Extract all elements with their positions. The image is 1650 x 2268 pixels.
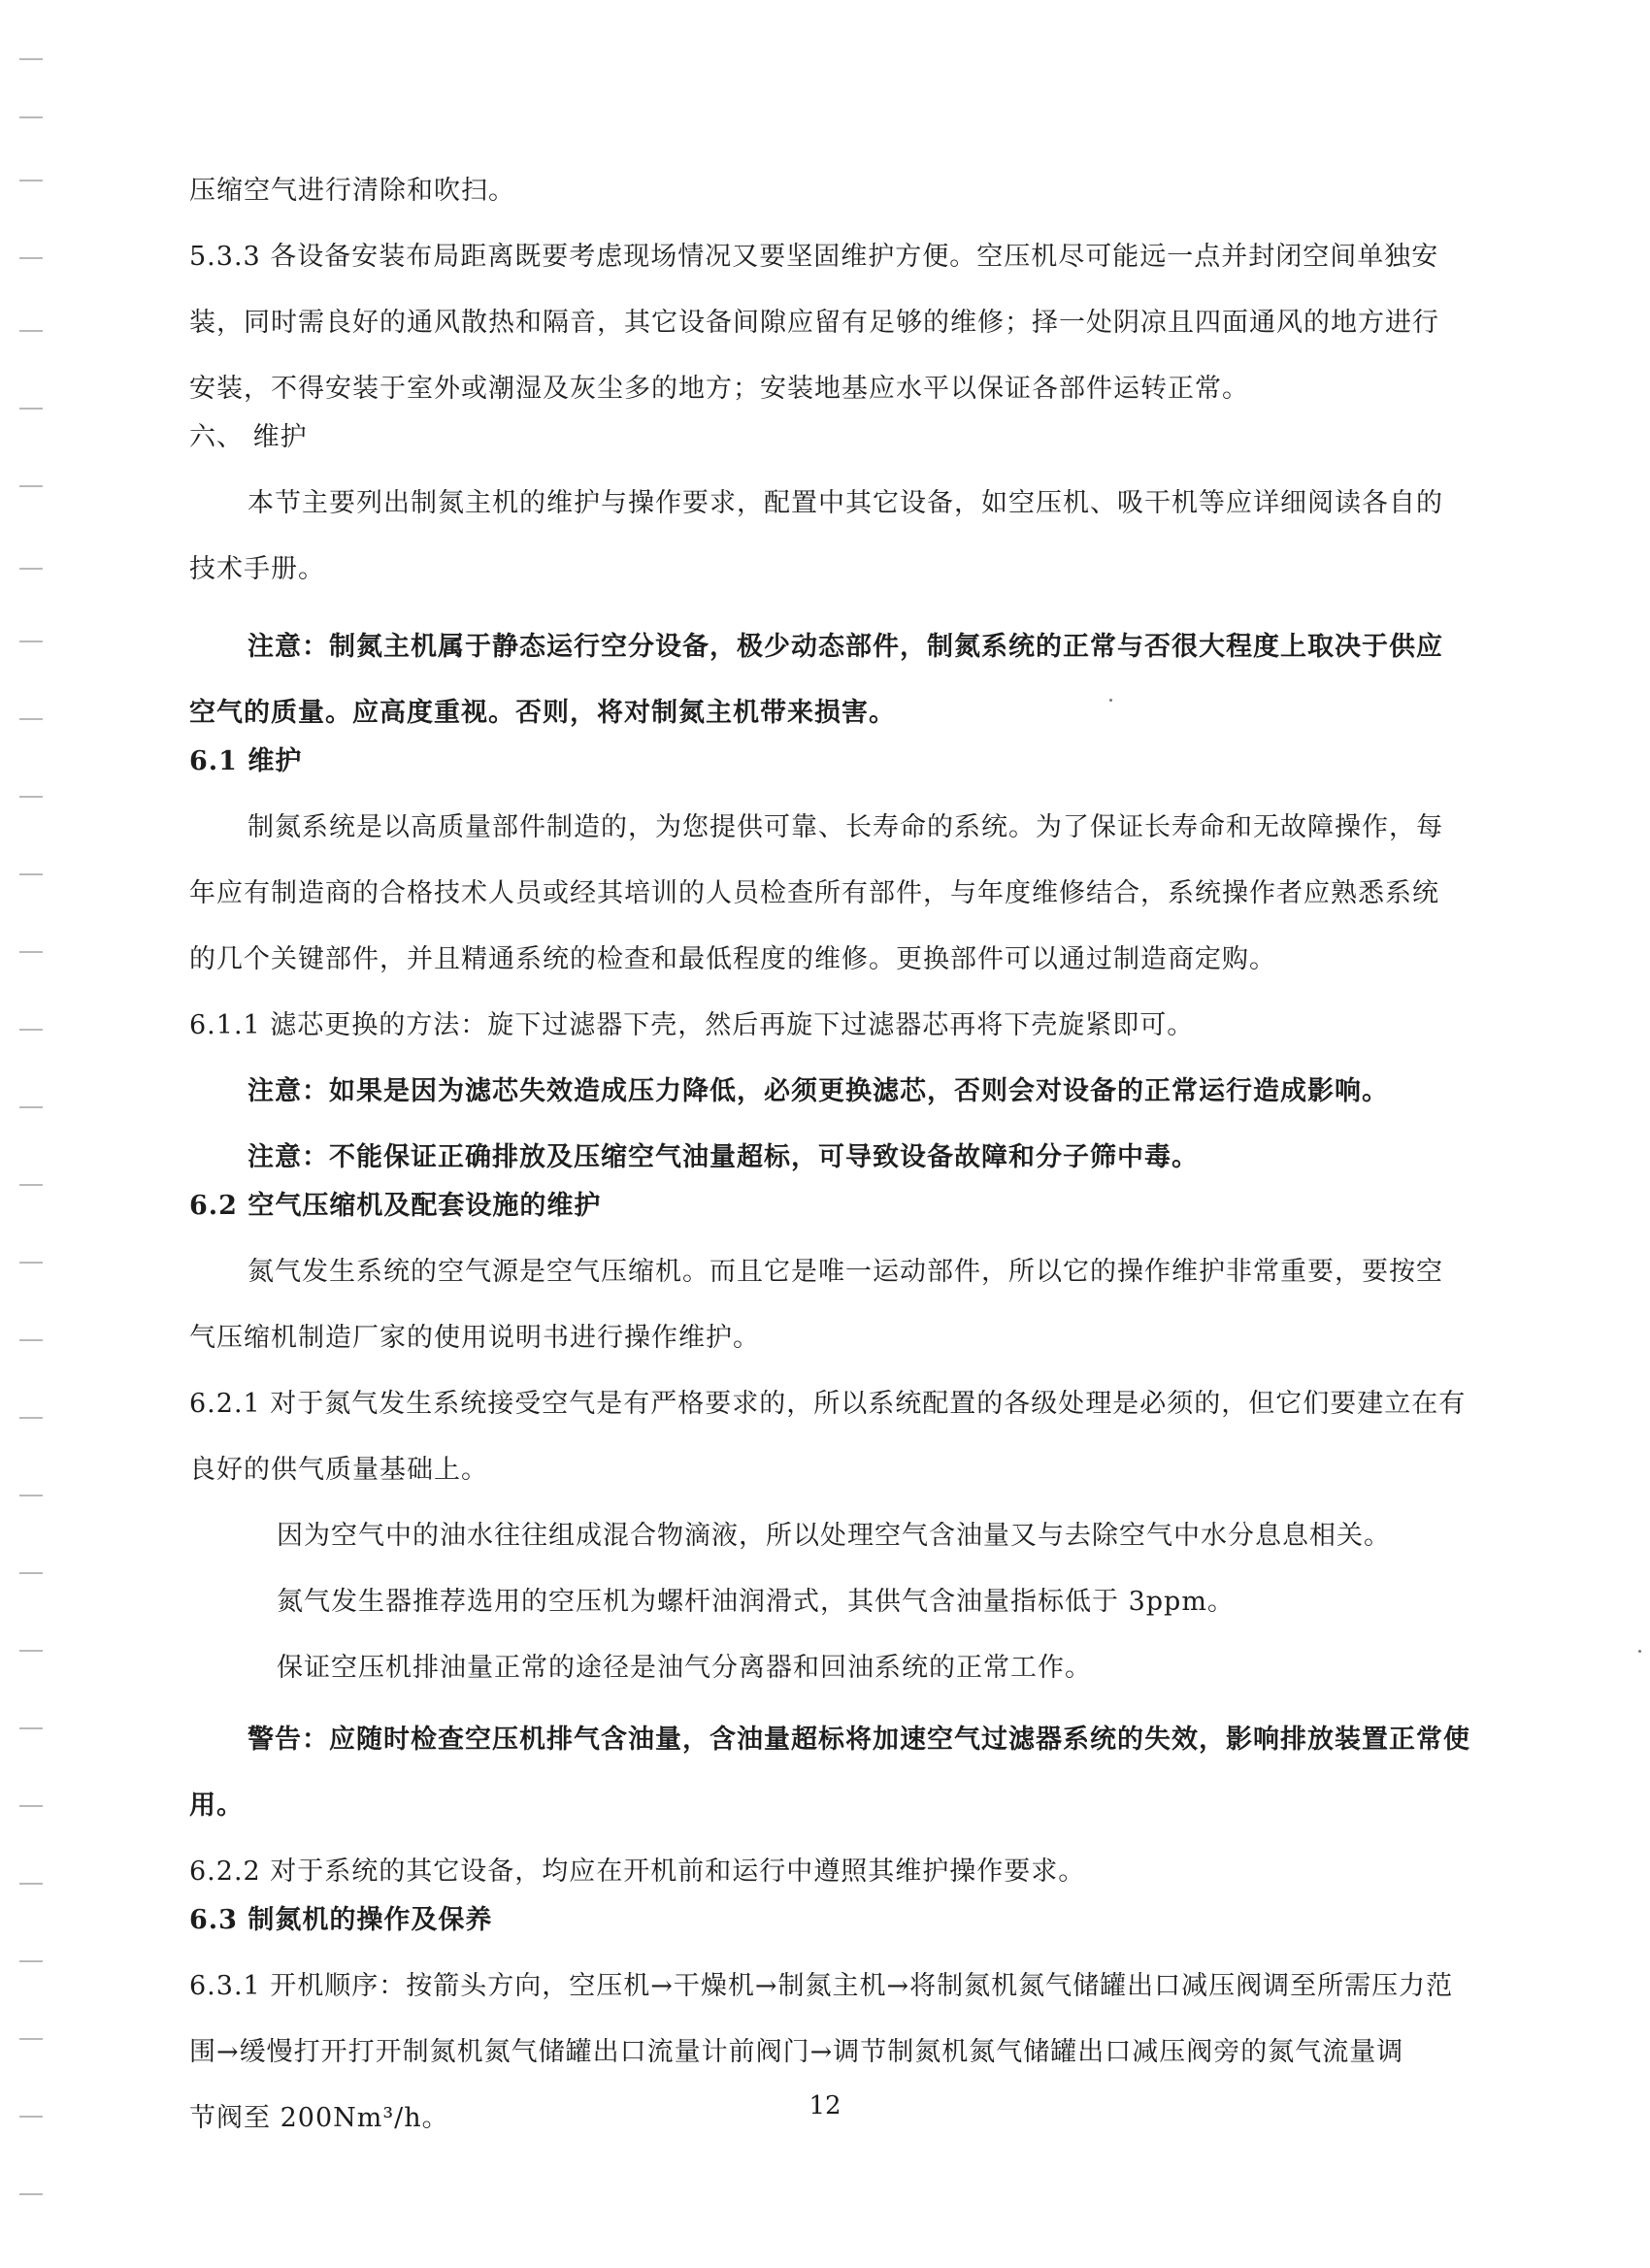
margin-mark [19, 1883, 43, 1885]
chapter-6-heading: 六、 维护 [189, 422, 308, 452]
warning-line: 警告：应随时检查空压机排气含油量，含油量超标将加速空气过滤器系统的失效，影响排放装置正常使 [248, 1725, 1470, 1755]
section-6-2-line: 氮气发生系统的空气源是空气压缩机。而且它是唯一运动部件，所以它的操作维护非常重要，要按空 [248, 1257, 1443, 1287]
margin-mark [19, 58, 43, 60]
margin-mark [19, 1262, 43, 1264]
margin-mark [19, 1727, 43, 1729]
section-6-1-line: 制氮系统是以高质量部件制造的，为您提供可靠、长寿命的系统。为了保证长寿命和无故障操作，每 [248, 812, 1443, 842]
section-6-2-heading: 6.2 空气压缩机及配套设施的维护 [189, 1191, 602, 1221]
section-6-2-2-line: 6.2.2 对于系统的其它设备，均应在开机前和运行中遵照其维护操作要求。 [189, 1857, 1086, 1887]
notice-line: 注意：制氮主机属于静态运行空分设备，极少动态部件，制氮系统的正常与否很大程度上取决于供应 [248, 632, 1443, 662]
section-6-1-1-line: 6.1.1 滤芯更换的方法：旋下过滤器下壳，然后再旋下过滤器芯再将下壳旋紧即可。 [189, 1010, 1195, 1040]
margin-mark [19, 568, 43, 570]
section-6-2-line: 气压缩机制造厂家的使用说明书进行操作维护。 [189, 1323, 760, 1353]
notice-line: 注意：不能保证正确排放及压缩空气油量超标，可导致设备故障和分子筛中毒。 [248, 1142, 1199, 1172]
section-6-3-1-line: 6.3.1 开机顺序：按箭头方向，空压机→干燥机→制氮主机→将制氮机氮气储罐出口减压阀调至所需压力范 [189, 1971, 1454, 2001]
margin-mark [19, 485, 43, 487]
margin-mark [19, 873, 43, 875]
section-6-1-line: 年应有制造商的合格技术人员或经其培训的人员检查所有部件，与年度维修结合，系统操作者应熟悉系统 [189, 878, 1439, 908]
margin-mark [19, 718, 43, 720]
intro-paragraph-line: 本节主要列出制氮主机的维护与操作要求，配置中其它设备，如空压机、吸干机等应详细阅读各自的 [248, 488, 1443, 518]
margin-mark [19, 1106, 43, 1108]
margin-mark [19, 1805, 43, 1807]
binding-margin-marks [0, 0, 58, 2268]
notice-line: 空气的质量。应高度重视。否则，将对制氮主机带来损害。 [189, 698, 896, 728]
margin-mark [19, 1650, 43, 1652]
section-6-1-heading: 6.1 维护 [189, 746, 303, 776]
margin-mark [19, 1029, 43, 1031]
margin-mark [19, 1339, 43, 1341]
section-6-2-1-line: 因为空气中的油水往往组成混合物滴液，所以处理空气含油量又与去除空气中水分息息相关。 [277, 1521, 1391, 1551]
text-line: 压缩空气进行清除和吹扫。 [189, 176, 515, 206]
margin-mark [19, 116, 43, 118]
section-6-2-1-line: 保证空压机排油量正常的途径是油气分离器和回油系统的正常工作。 [277, 1653, 1092, 1683]
intro-paragraph-line: 技术手册。 [189, 554, 325, 584]
margin-mark [19, 408, 43, 410]
section-6-3-1-line: 节阀至 200Nm³/h。 [189, 2103, 449, 2133]
margin-mark [19, 180, 43, 181]
margin-mark [19, 1495, 43, 1496]
section-6-3-heading: 6.3 制氮机的操作及保养 [189, 1905, 493, 1935]
margin-mark [19, 1184, 43, 1186]
scan-speck [1638, 1650, 1641, 1653]
section-6-1-line: 的几个关键部件，并且精通系统的检查和最低程度的维修。更换部件可以通过制造商定购。 [189, 944, 1276, 974]
page-number: 12 [808, 2091, 842, 2120]
section-6-3-1-line: 围→缓慢打开打开制氮机氮气储罐出口流量计前阀门→调节制氮机氮气储罐出口减压阀旁的氮气流量调 [189, 2037, 1404, 2067]
margin-mark [19, 796, 43, 798]
section-6-2-1-line: 良好的供气质量基础上。 [189, 1455, 488, 1485]
margin-mark [19, 2038, 43, 2040]
section-5-3-3-line: 装，同时需良好的通风散热和隔音，其它设备间隙应留有足够的维修；择一处阴凉且四面通风的地方进行 [189, 308, 1439, 338]
section-6-2-1-line: 氮气发生器推荐选用的空压机为螺杆油润滑式，其供气含油量指标低于 3ppm。 [277, 1587, 1235, 1617]
margin-mark [19, 2193, 43, 2195]
section-6-2-1-line: 6.2.1 对于氮气发生系统接受空气是有严格要求的，所以系统配置的各级处理是必须的，但它们要建立在有 [189, 1389, 1467, 1419]
warning-line: 用。 [189, 1791, 244, 1821]
margin-mark [19, 1572, 43, 1574]
margin-mark [19, 257, 43, 259]
page-body [189, 167, 1524, 2143]
section-5-3-3-line: 5.3.3 各设备安装布局距离既要考虑现场情况又要坚固维护方便。空压机尽可能远一点并封闭空间单独安 [189, 242, 1439, 272]
margin-mark [19, 1417, 43, 1419]
margin-mark [19, 951, 43, 953]
margin-mark [19, 641, 43, 642]
notice-line: 注意：如果是因为滤芯失效造成压力降低，必须更换滤芯，否则会对设备的正常运行造成影响。 [248, 1076, 1389, 1106]
margin-mark [19, 330, 43, 332]
margin-mark [19, 1960, 43, 1962]
section-5-3-3-line: 安装，不得安装于室外或潮湿及灰尘多的地方；安装地基应水平以保证各部件运转正常。 [189, 374, 1249, 404]
